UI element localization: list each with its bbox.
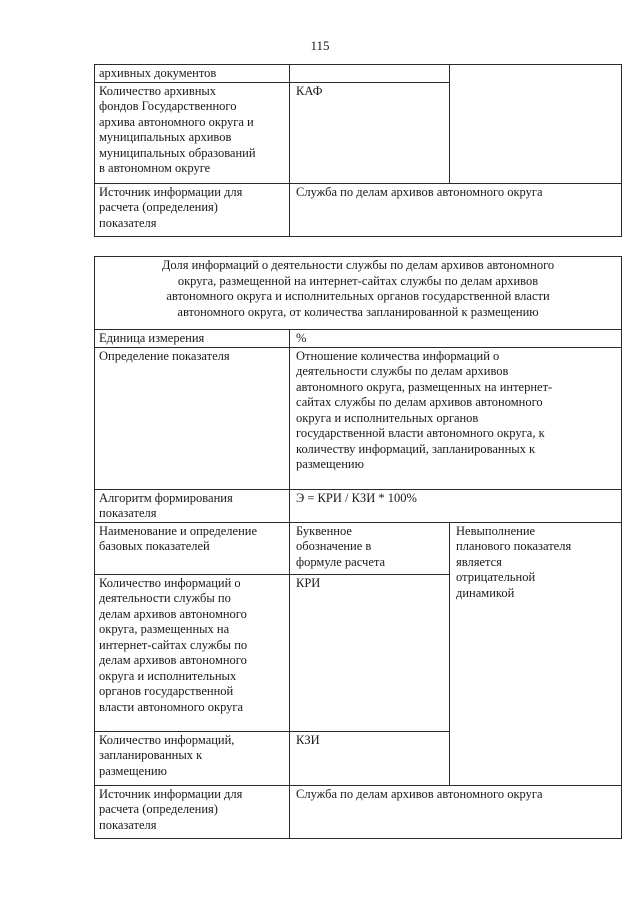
row-label: архивных документов (95, 65, 290, 83)
definition-label: Определение показателя (95, 347, 290, 489)
table-row (95, 347, 622, 489)
base-indicators-header: Наименование и определение базовых показателей (95, 522, 290, 574)
table-row (95, 330, 622, 348)
kzi-label: Количество информаций, запланированных к размещению (95, 731, 290, 785)
kri-label: Количество информаций о деятельности службы по делам архивов автономного округа, размещенных на интернет-сайтах службы по делам архивов автономного округа и исполнительных органов государственной власти автономного округа (95, 574, 290, 731)
kri-symbol: КРИ (290, 574, 450, 731)
algorithm-formula: Э = КРИ / КЗИ * 100% (290, 489, 622, 522)
unit-value: % (290, 330, 622, 348)
unit-label: Единица измерения (95, 330, 290, 348)
table-row (95, 257, 622, 330)
row-label: Источник информации для расчета (определения) показателя (95, 183, 290, 236)
blank-cell (450, 65, 622, 184)
table-row (95, 489, 622, 522)
table-information-share (94, 256, 622, 839)
dynamics-note: Невыполнение планового показателя является отрицательной динамикой (450, 522, 622, 785)
row-label: Количество архивных фондов Государственного архива автономного округа и муниципальных архивов муниципальных образований в автономном округе (95, 82, 290, 183)
indicator-title: Доля информаций о деятельности службы по делам архивов автономного округа, размещенной на интернет-сайтах службы по делам архивов автономного округа и исполнительных органов государственной власти автономного округа, от количества запланированной к размещению (95, 257, 622, 330)
kzi-symbol: КЗИ (290, 731, 450, 785)
definition-value: Отношение количества информаций о деятельности службы по делам архивов автономного округа, размещенных на интернет- сайтах службы по делам архивов автономного округа и исполнительных органов государственной власти автономного округа, к количеству информаций, запланированных к размещению (290, 347, 622, 489)
algorithm-label: Алгоритм формирования показателя (95, 489, 290, 522)
row-value: КАФ (290, 82, 450, 183)
symbol-header: Буквенное обозначение в формуле расчета (290, 522, 450, 574)
row-value: Служба по делам архивов автономного округа (290, 183, 622, 236)
table-row (95, 522, 622, 574)
row-value (290, 65, 450, 83)
source-value: Служба по делам архивов автономного округа (290, 785, 622, 838)
page-number: 115 (310, 38, 330, 53)
table-row (95, 65, 622, 83)
table-archive-funds (94, 64, 622, 237)
table-row (95, 183, 622, 236)
table-row (95, 785, 622, 838)
source-label: Источник информации для расчета (определения) показателя (95, 785, 290, 838)
